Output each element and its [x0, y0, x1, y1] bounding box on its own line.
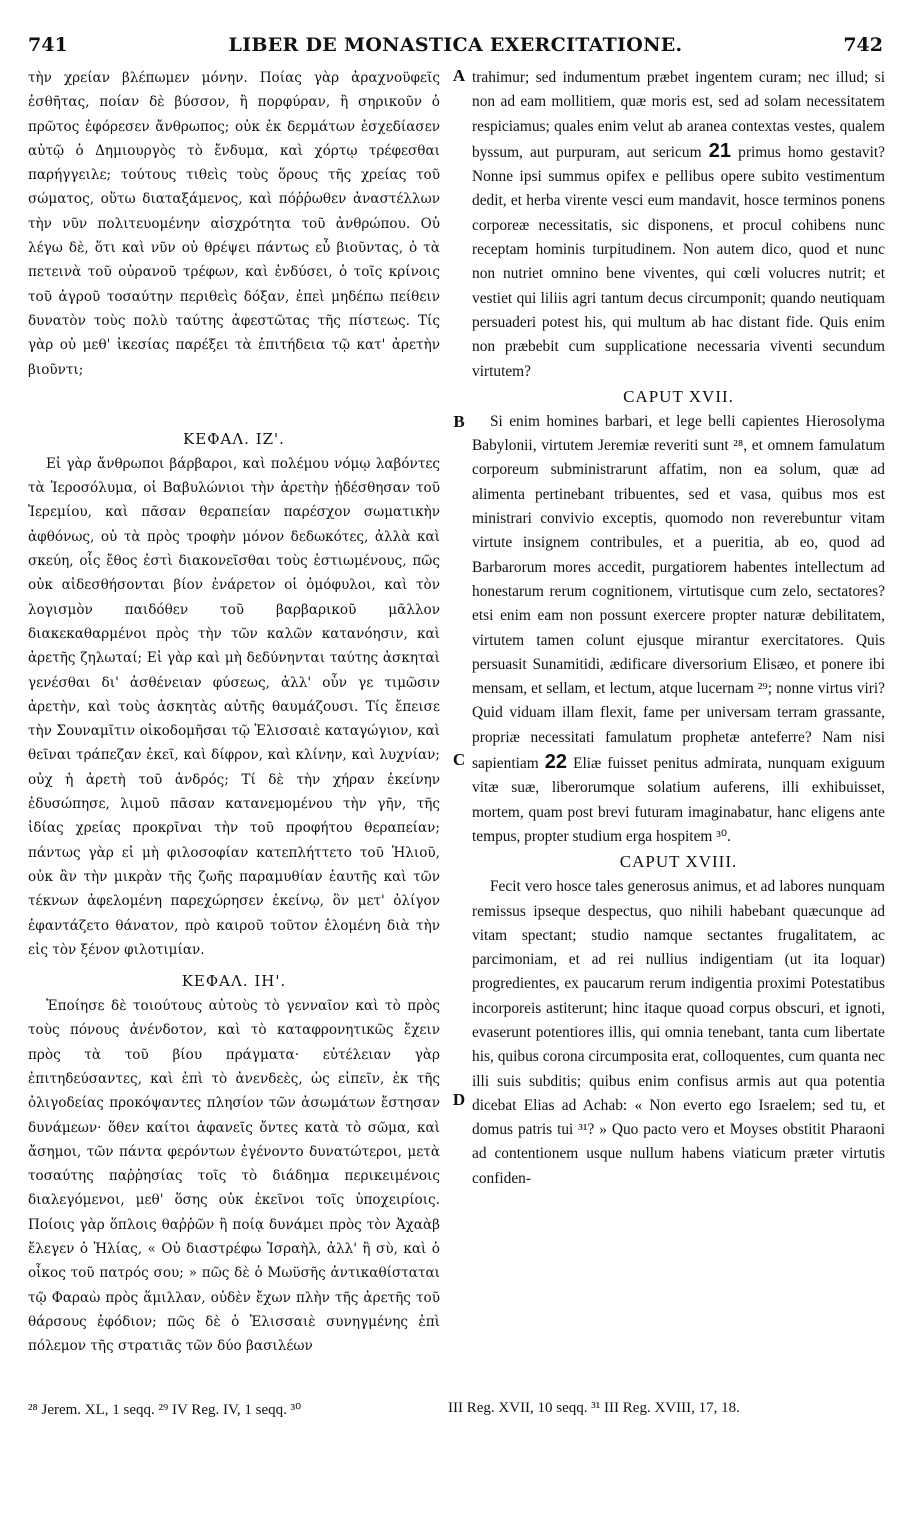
column-number-21: 21 [708, 139, 731, 162]
latin-intro-paragraph [472, 66, 885, 384]
margin-letter-d: D [452, 1090, 466, 1109]
latin-chapter-17-text [472, 410, 885, 849]
greek-intro-paragraph: τὴν χρείαν βλέπωμεν μόνην. Ποίας γὰρ ἀραχνοϋφεῖς ἐσθῆτας, ποίαν δὲ βύσσον, ἢ πορφύραν, ἢ σηρικοῦν ὁ πρῶτος ἐφόρεσεν ἄνθρωπος; οὐκ ἐκ δερμάτων ἐσχεδίασεν αὐτῷ ὁ Δημιουργὸς τὸ ἔνδυμα, καὶ χόρτῳ τρέφεσθαι παρήγγειλε; τούτους τιθεὶς τοὺς ὅρους τῆς χρείας τοῦ σώματος, οὕτω διαταξάμενος, καὶ πόῤῥωθεν ἀναστέλλων τὴν νῦν πολιτευομένην αἰσχρότητα τοῦ ἀνθρώπου. Οὐ λέγω δὲ, ὅτι καὶ νῦν οὐ θρέψει πάντως εὖ βιοῦντας, ὁ τὰ πετεινὰ τοῦ οὐρανοῦ τρέφων, καὶ ἐνδύσει, ὁ τοῖς κρίνοις τοῦ ἀγροῦ τοσαύτην περιθεὶς δόξαν, ἐπεὶ μηδέπω πείθειν δυνατὸν τοὺς πολὺ ταύτης ἀφεστῶτας τῆς πίστεως. Τίς γὰρ οὐ μεθ' ἱκεσίας παρέξει τὰ ἐπιτήδεια τῷ κατ' ἀρετὴν βιοῦντι; [28, 70, 440, 378]
footnotes-left: ²⁸ Jerem. XL, 1 seqq. ²⁹ IV Reg. IV, 1 seqq. ³⁰ [28, 1402, 302, 1418]
page-number-right: 742 [843, 34, 883, 56]
footnotes-right: III Reg. XVII, 10 seqq. ³¹ III Reg. XVIII, 17, 18. [448, 1400, 740, 1416]
latin-column [472, 66, 885, 1191]
latin-intro-part-b: primus homo gestavit? Nonne ipsi summus opifex e pellibus opere subito vestimentum dedit, et herba virente vesci eum mandavit, hosce terminos ponens corporeæ necessitatis, sic disponens, et procul cohibens nunc receptam hominis turpitudinem. Non autem dico, quod et nunc non nutriet omnino bene viventes, qui cœli volucres nutrit; et vestiet qui liliis agri tantum decus circumponit; quando neutiquam persuaderi potest his, qui multum ab hac distant fide. Quis enim non præbebit cum supplicatione necessaria viventi secundum virtutem? [472, 143, 885, 380]
latin-intro-part-a: trahimur; sed indumentum præbet ingentem curam; nec illud; si non ad eam mollitiem, quæ moris est, sed ad solam necessitatem respiciamus; quales enim velut ab aranea contextas vestes, qualem byssum, aut purpuram, aut sericum [472, 69, 885, 161]
latin-ch17-part-b: Eliæ fuisset penitus admirata, nunquam exiguum vitæ suæ, liberorumque solatium auferens, illi exhibuisset, mortem, quam post brevi futuram imaginabatur, hanc eligens ante tempus, propter studium erga hospitem ³⁰. [472, 755, 885, 845]
page-number-left: 741 [28, 34, 68, 56]
latin-heading-chapter-18: CAPUT XVIII. [619, 852, 738, 872]
margin-letter-c: C [452, 750, 466, 769]
greek-heading-chapter-17: ΚΕΦΑΛ. ΙΖ'. [183, 429, 285, 448]
running-title: LIBER DE MONASTICA EXERCITATIONE. [228, 34, 683, 56]
page-header [28, 34, 883, 60]
latin-ch17-part-a: Si enim homines barbari, et lege belli capientes Hierosolyma Babylonii, virtutem Jeremiæ reveriti sunt ²⁸, et omnem famulatum corporeum subministrarunt affatim, non ea solum, quæ ad alimenta pertinebant tribuentes, sed et vasa, quibus mos est ministrari convivio exceptis, quomodo non reverebuntur vitam virtute insignem contribules, et a pueritia, ab eo, quod ad Barbarorum mores accedit, purgatiorem habentes intellectum ad honestarum rerum cognitionem, virtutisque cum zelo, sectatores? etsi enim eam non possunt exercere propter naturæ debilitatem, virtutem tamen colunt ejusque mirantur exercitatores. Quis persuasit Sunamitidi, ædificare diversorium Elisæo, et ponere ibi mensam, et sellam, et lectum, atque lucernam ²⁹; nonne virtus viri? Quid viduam illam flexit, fame per universam terram grassante, propriæ necessitati famulatum prophetæ anteferre? Nam nisi sapientiam [472, 412, 885, 773]
latin-heading-chapter-17: CAPUT XVII. [623, 386, 734, 406]
latin-chapter-18-text: Fecit vero hosce tales generosus animus, et ad labores nunquam remissus ipseque despectus, quo nihili habebant quæcunque ad vitam spectant; studio namque sectantes frugalitatem, ac parcimoniam, et ad rei nullius indigentiam (ut ita loquar) progredientes, ex paucarum rerum indigentia proximi Potestatibus incorporeis astiterunt; hinc itaque quoad corpus obscuri, et ignoti, evaserunt potentiores illis, qui omnia tenebant, tanta cum libertate his, quibus corona circumposita erat, colloquentes, cum quanta nec illi suis subditis; quibus enim confisus armis aut qua potentia dicebat Elias ad Achab: « Non everto ego Israelem; sed tu, et domus patris tui ³¹? » Quo pacto vero et Moyses obstitit Pharaoni ad contentionem usque nullum habens viaticum præter virtutis confiden- [472, 878, 885, 1187]
column-number-22: 22 [544, 751, 567, 774]
margin-letter-a: A [452, 66, 466, 85]
greek-chapter-17-text: Εἰ γὰρ ἄνθρωποι βάρβαροι, καὶ πολέμου νόμῳ λαβόντες τὰ Ἱεροσόλυμα, οἱ Βαβυλώνιοι τὴν ἀρετὴν ᾐδέσθησαν τοῦ Ἱερεμίου, καὶ πᾶσαν θεραπείαν παρέσχον σωματικὴν ἀφθόνως, οὐ τὰ πρὸς τροφὴν μόνον δεδωκότες, ἀλλὰ καὶ σκεύη, οἷς ἔθος ἐστὶ διακονεῖσθαι τοὺς ἑστιωμένους, πῶς οὐκ αἰδεσθήσονται βίον ἐνάρετον οἱ ὁμόφυλοι, καὶ τὸν λογισμὸν παιδόθεν τοῦ βαρβαρικοῦ μᾶλλον διακεκαθαρμένοι πρὸς τὴν τῶν καλῶν κατανόησιν, καὶ ἀρετῆς ζηλωταί; Εἰ γὰρ καὶ μὴ δεδύνηνται ταύτης ἀσκηταὶ γενέσθαι δι' ἀσθένειαν φύσεως, ἀλλ' οὖν γε τιμῶσιν ἀρετὴν, καὶ τοὺς ἀσκητὰς αὐτῆς θαυμάζουσι. Τίς ἔπεισε τὴν Σουναμῖτιν οἰκοδομῆσαι τῷ Ἐλισσαιὲ καταγώγιον, καὶ θεῖναι τράπεζαν ἐκεῖ, καὶ δίφρον, καὶ κλίνην, καὶ λυχνίαν; οὐχ ἡ ἀρετὴ τοῦ ἀνδρός; Τί δὲ τὴν χήραν ἐκείνην ἐδυσώπησε, λιμοῦ πᾶσαν κατανεμομένου τὴν γῆν, τῆς ἰδίας χρείας προκρῖναι τὴν τοῦ προφήτου θεραπείαν; πάντως γὰρ εἰ μὴ φιλοσοφίαν κατεπλήττετο τοῦ Ἡλιοῦ, οὐκ ἂν τὴν μικρὰν τῆς ζωῆς παραμυθίαν ἑαυτῆς καὶ τῶν τέκνων ἀφελομένη παρεχώρησεν ἐκείνῳ, ὃν μετ' ὀλίγον ἐφαντάζετο θάνατον, πρὸ καιροῦ τοῦτον ἑλομένη διὰ τὴν εἰς τὸν ξένον φιλοτιμίαν. [28, 455, 440, 958]
margin-letter-b: B [453, 412, 465, 431]
greek-column [28, 66, 440, 1359]
greek-chapter-18-text: Ἐποίησε δὲ τοιούτους αὐτοὺς τὸ γενναῖον καὶ τὸ πρὸς τοὺς πόνους ἀνένδοτον, καὶ τὸ καταφρονητικῶς ἔχειν πρὸς τὰ τοῦ βίου πράγματα· εὐτέλειαν γὰρ ἐπιτηδεύσαντες, καὶ ἐπὶ τὸ ἀνενδεὲς, ὡς εἰπεῖν, ἐκ τῆς ὀλιγοδείας προκόψαντες πλησίον τῶν ἀσωμάτων ἔστησαν δυνάμεων· ὅθεν καίτοι ἀφανεῖς ὄντες κατὰ τὸ σῶμα, καὶ ἄσημοι, τῶν πάντα φερόντων ἐγένοντο δυνατώτεροι, μετὰ τοσαύτης παῤῥησίας τοῖς τὸ διάδημα περικειμένοις διαλεγόμενοι, μεθ' ὅσης οὐκ ἐκεῖνοι τοῖς ὑποχειρίοις. Ποίοις γὰρ ὅπλοις θαῤῥῶν ἢ ποίᾳ δυνάμει πρὸς τὸν Ἀχαὰβ ἔλεγεν ὁ Ἠλίας, « Οὐ διαστρέφω Ἰσραὴλ, ἀλλ' ἢ σὺ, καὶ ὁ οἶκος τοῦ πατρός σου; » πῶς δὲ ὁ Μωϋσῆς ἀντικαθίσταται τῷ Φαραὼ πρὸς ἅμιλλαν, οὐδὲν ἔχων πλὴν τῆς ἀρετῆς τοῦ θάρσους ἐφόδιον; πῶς δὲ ὁ Ἐλισσαιὲ συνηγμένης ἐπὶ πόλεμον τῆς στρατιᾶς τῶν δύο βασιλέων [28, 998, 440, 1355]
greek-heading-chapter-18: ΚΕΦΑΛ. ΙΗ'. [181, 972, 287, 991]
